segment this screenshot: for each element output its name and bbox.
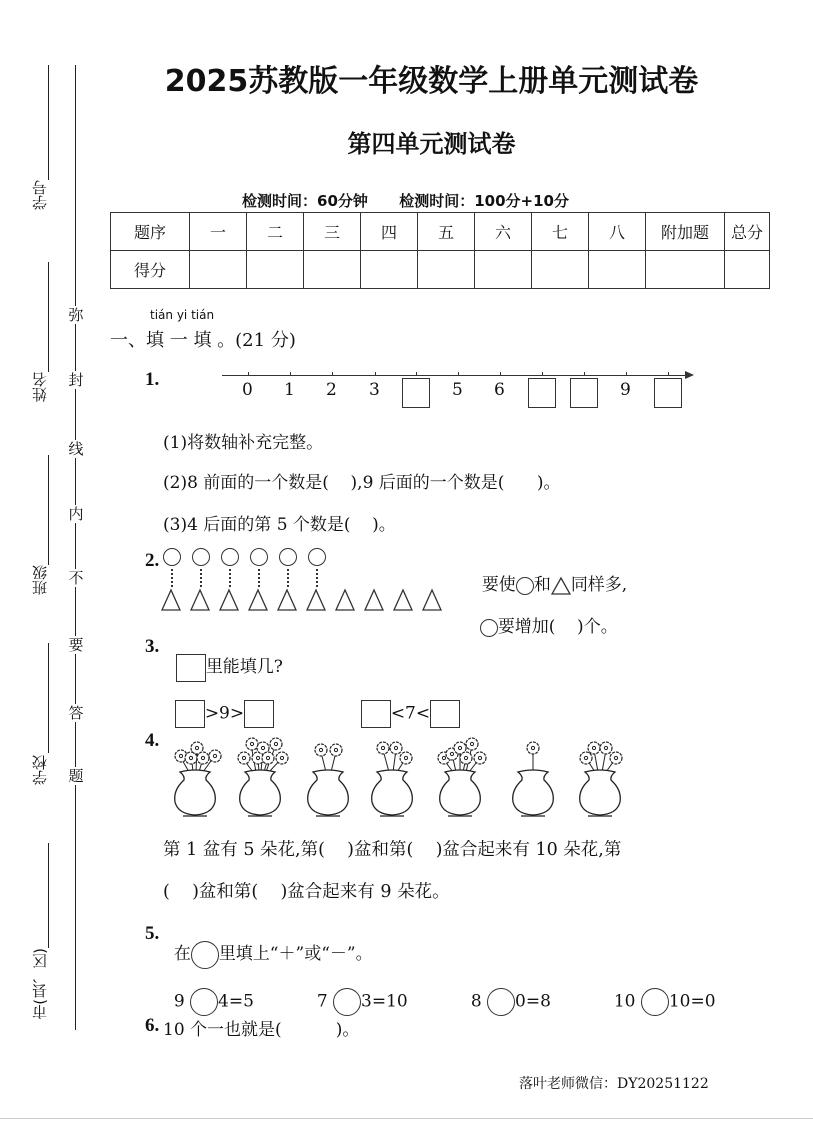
section-heading: 一、填 一 填 。(21 分) [110, 330, 296, 351]
q2-text-line1 [471, 550, 627, 596]
q2-text: 要使 [481, 575, 516, 595]
equation-result: 10=0 [668, 991, 716, 1012]
circle-shape-icon [480, 619, 498, 637]
score-cell[interactable] [418, 251, 475, 289]
header-cell: 附加题 [646, 213, 725, 251]
answer-box[interactable] [244, 700, 274, 728]
score-cell[interactable] [532, 251, 589, 289]
header-cell: 三 [304, 213, 361, 251]
q5-equation [306, 968, 408, 1016]
equation-operand: 9 [173, 991, 185, 1012]
binding-line-left-4 [48, 643, 49, 753]
field-label-district: 市(县、区) [31, 948, 49, 1020]
header-cell: 总分 [725, 213, 770, 251]
tick [290, 372, 291, 376]
expression-text: <7< [390, 703, 431, 724]
number-line-axis [222, 375, 688, 376]
q5-equation [603, 968, 716, 1016]
seal-char: 封 [66, 371, 86, 389]
tick [416, 372, 417, 376]
answer-box[interactable] [430, 700, 460, 728]
dotted-connector [316, 569, 318, 587]
q6-text: 10 个一也就是( )。 [163, 1020, 360, 1040]
tick [668, 372, 669, 376]
number-line-label: 3 [369, 380, 380, 400]
score-table-header-row [111, 213, 770, 251]
operator-circle[interactable] [487, 988, 515, 1016]
equation-result: 3=10 [361, 991, 408, 1012]
tick [500, 372, 501, 376]
seal-char: 题 [66, 767, 86, 785]
header-cell: 一 [190, 213, 247, 251]
arrow-right-icon [685, 371, 694, 379]
answer-box[interactable] [175, 700, 205, 728]
score-cell[interactable] [190, 251, 247, 289]
score-row-label: 得分 [111, 251, 190, 289]
operator-circle[interactable] [333, 988, 361, 1016]
q2-text: 同样多, [570, 575, 628, 595]
number-line-label: 1 [284, 380, 295, 400]
answer-box[interactable] [528, 378, 556, 408]
q4-line1: 第 1 盆有 5 朵花,第( )盆和第( )盆合起来有 10 朵花,第 [163, 840, 622, 860]
dotted-connector [287, 569, 289, 587]
header-cell: 八 [589, 213, 646, 251]
q3-prompt [165, 632, 283, 682]
operator-circle[interactable] [190, 988, 218, 1016]
binding-line-left-5 [48, 843, 49, 948]
score-cell[interactable] [475, 251, 532, 289]
circle-shape [308, 548, 326, 566]
q4-line2: ( )盆和第( )盆合起来有 9 朵花。 [163, 882, 450, 902]
circle-shape [250, 548, 268, 566]
dotted-connector [171, 569, 173, 587]
q1-sub1: (1)将数轴补充完整。 [163, 433, 324, 453]
triangles-row [161, 588, 453, 612]
dotted-connector [200, 569, 202, 587]
answer-box[interactable] [654, 378, 682, 408]
score-cell[interactable] [304, 251, 361, 289]
q3-expression-2 [350, 680, 460, 728]
question-number: 6. [145, 1015, 160, 1036]
q5-equation [460, 968, 551, 1016]
equation-result: 4=5 [218, 991, 254, 1012]
score-cell[interactable] [725, 251, 770, 289]
answer-box[interactable] [570, 378, 598, 408]
header-cell: 七 [532, 213, 589, 251]
question-number: 5. [145, 923, 160, 944]
box-shape-icon [176, 654, 206, 682]
q5-prompt [163, 919, 373, 969]
section-pinyin: tián yi tián [150, 308, 215, 322]
binding-line-left-3 [48, 455, 49, 565]
field-label-name: 姓名 [31, 372, 49, 402]
exam-meta: 检测时间：60分钟 检测时间：100分+10分 [242, 192, 569, 210]
page-bottom-divider [0, 1118, 813, 1119]
tick [584, 372, 585, 376]
equation-operand: 7 [316, 991, 328, 1012]
number-line-label: 6 [494, 380, 505, 400]
binding-line-left-2 [48, 262, 49, 372]
tick [626, 372, 627, 376]
dotted-connector [229, 569, 231, 587]
q3-prompt-text: 里能填几? [205, 657, 283, 677]
question-number: 4. [145, 730, 160, 751]
number-line-label: 0 [242, 380, 253, 400]
circle-shape-icon [191, 941, 219, 969]
circle-shape [279, 548, 297, 566]
header-cell: 二 [247, 213, 304, 251]
answer-box[interactable] [402, 378, 430, 408]
score-cell[interactable] [646, 251, 725, 289]
q2-text-line2 [469, 592, 618, 637]
question-number: 3. [145, 636, 160, 657]
header-cell: 六 [475, 213, 532, 251]
field-label-school: 学校 [31, 755, 49, 785]
tick [332, 372, 333, 376]
header-cell: 五 [418, 213, 475, 251]
circle-shape [163, 548, 181, 566]
equation-operand: 10 [613, 991, 636, 1012]
seal-char: 弥 [66, 306, 86, 324]
score-cell[interactable] [247, 251, 304, 289]
field-label-student-id: 学号 [31, 180, 49, 210]
number-line-label: 2 [326, 380, 337, 400]
equation-operand: 8 [470, 991, 482, 1012]
operator-circle[interactable] [641, 988, 669, 1016]
header-cell: 题序 [111, 213, 190, 251]
q1-sub2: (2)8 前面的一个数是( ),9 后面的一个数是( )。 [163, 473, 561, 493]
seal-char: 答 [66, 704, 86, 722]
q1-sub3: (3)4 后面的第 5 个数是( )。 [163, 515, 396, 535]
page-title: 2025苏教版一年级数学上册单元测试卷 [164, 64, 699, 99]
q2-text: 和 [533, 575, 551, 595]
question-number: 1. [145, 369, 160, 390]
score-table-score-row [111, 251, 770, 289]
q5-prompt-text: 在 [173, 944, 191, 964]
tick [375, 372, 376, 376]
number-line-label: 5 [452, 380, 463, 400]
header-cell: 四 [361, 213, 418, 251]
vases-illustration [160, 736, 640, 822]
q3-expression-1 [164, 680, 274, 728]
score-table [110, 212, 770, 289]
field-label-class: 班级 [31, 565, 49, 595]
question-number: 2. [145, 550, 160, 571]
dotted-connector [258, 569, 260, 587]
tick [248, 372, 249, 376]
score-cell[interactable] [361, 251, 418, 289]
q5-prompt-text: 里填上“＋”或“－”。 [218, 944, 373, 964]
number-line [222, 372, 694, 412]
tick [542, 372, 543, 376]
circle-shape [192, 548, 210, 566]
watermark-text: 落叶老师微信：DY20251122 [519, 1076, 709, 1092]
circle-shape [221, 548, 239, 566]
score-cell[interactable] [589, 251, 646, 289]
seal-line [75, 65, 76, 1030]
q5-equation [163, 968, 254, 1016]
seal-char: 要 [66, 636, 86, 654]
seal-char: 线 [66, 440, 86, 458]
q2-text: 要增加( )个。 [497, 617, 618, 637]
tick [458, 372, 459, 376]
expression-text: >9> [204, 703, 245, 724]
equation-result: 0=8 [515, 991, 551, 1012]
seal-char: 内 [66, 505, 86, 523]
answer-box[interactable] [361, 700, 391, 728]
number-line-label: 9 [620, 380, 631, 400]
seal-char: 不 [66, 569, 86, 587]
page-subtitle: 第四单元测试卷 [347, 130, 516, 158]
